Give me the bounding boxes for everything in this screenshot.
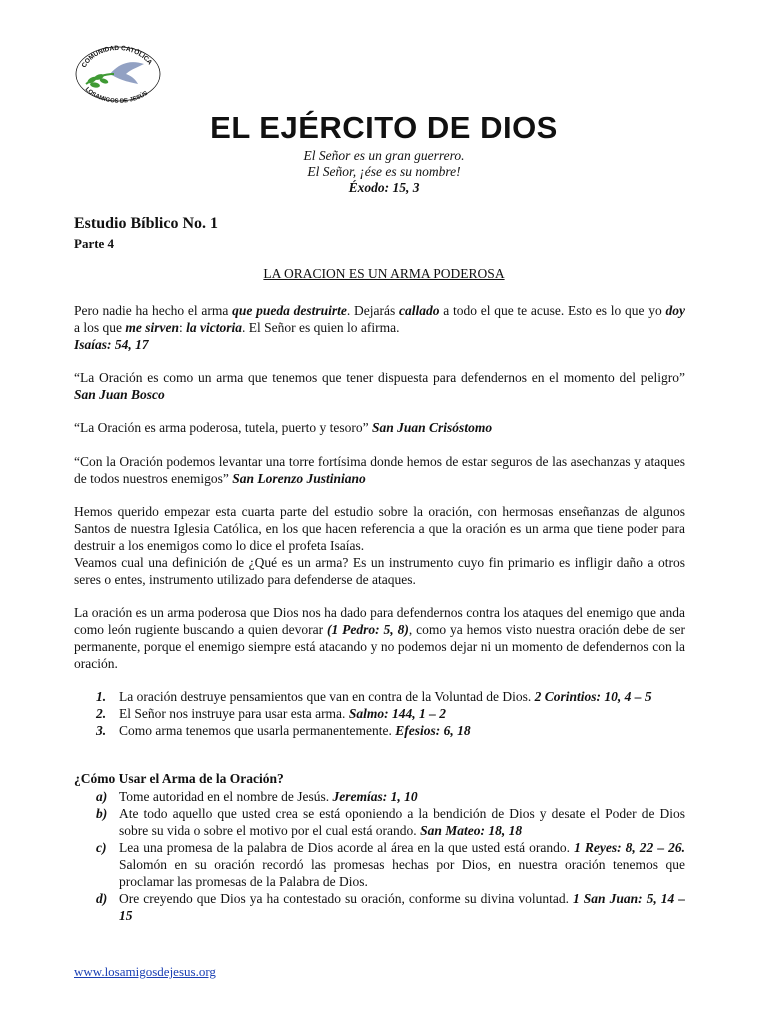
list-text: Salomón en su oración recordó las promesas hechas por Dios, en nuestra oración tenemos que proclamar las promesas de la Palabra de Dios. [119,857,685,889]
logo-bottom-text: LOSAMIGOS DE JESÚS [83,86,150,104]
bible-reference: 2 Corintios: 10, 4 – 5 [534,689,652,704]
bible-reference: 1 Reyes: 8, 22 – 26. [574,840,685,855]
text-span: . Dejarás [346,303,399,318]
list-item [74,705,685,722]
quote-paragraph [74,369,685,403]
text-span: . El Señor es quien lo afirma. [242,320,400,335]
quote-text: “La Oración es como un arma que tenemos que tener dispuesta para defendernos en el momento del peligro” [74,370,685,385]
list-text: El Señor nos instruye para usar esta arma. [119,706,349,721]
community-logo [66,40,170,104]
list-text: Lea una promesa de la palabra de Dios acorde al área en la que usted está orando. [119,840,575,855]
quote-author: San Lorenzo Justiniano [232,471,366,486]
bible-reference: (1 Pedro: 5, 8) [327,622,409,637]
body-paragraph [74,604,685,672]
text-span: a los que [74,320,126,335]
epigraph [0,148,768,196]
list-letter: c) [96,840,107,855]
body-paragraph: Veamos cual una definición de ¿Qué es un arma? Es un instrumento cuyo fin primario es infligir daño a otros seres o entes, instrumento utilizado para defenderse de ataques. [74,555,685,587]
emphasis: callado [398,303,440,318]
page-title: EL EJÉRCITO DE DIOS [210,110,558,145]
text-span: a todo el que te acuse. Esto es lo que yo [439,303,666,318]
list-item [74,890,685,924]
epigraph-line-2: El Señor, ¡ése es su nombre! [307,164,461,179]
lettered-list [74,788,685,924]
quote-text: “La Oración es arma poderosa, tutela, puerto y tesoro” [74,420,373,435]
numbered-list [74,688,685,739]
quote-author: San Juan Crisóstomo [372,420,493,435]
quote-paragraph [74,419,685,436]
list-number: 1. [96,689,107,704]
quote-text: “Con la Oración podemos levantar una torre fortísima donde hemos de estar seguros de las asechanzas y ataques de todos nuestros enemigos” [74,454,685,486]
bible-reference: Isaías: 54, 17 [74,337,149,352]
bible-reference: Efesios: 6, 18 [395,723,471,738]
svg-text:COMUNIDAD CATÓLICA [81,45,154,69]
emphasis: la victoria [186,320,243,335]
bible-reference: 1 San Juan: 5, 14 – 15 [119,891,685,923]
list-item [74,788,685,805]
list-item [74,839,685,890]
emphasis: que pueda destruirte [232,303,347,318]
study-part: Parte 4 [74,236,115,251]
svg-text:LOSAMIGOS DE JESÚS [84,87,150,104]
list-letter: b) [96,806,108,821]
list-letter: a) [96,789,108,804]
study-title: Estudio Bíblico No. 1 [74,215,219,232]
logo-top-text: COMUNIDAD CATÓLICA [80,44,154,70]
list-text: Tome autoridad en el nombre de Jesús. [119,789,333,804]
quote-author: San Juan Bosco [74,387,165,402]
text-span: : [179,320,187,335]
text-span: , como ya hemos visto nuestra oración debe de ser permanente, porque el enemigo siempre está atacando y no podemos dejar ni un momento de defendernos con la oración. [74,622,686,671]
epigraph-line-1: El Señor es un gran guerrero. [303,148,465,163]
emphasis: me sirven [125,320,179,335]
list-text: Como arma tenemos que usarla permanentemente. [119,723,396,738]
bible-reference: Jeremías: 1, 10 [332,789,418,804]
bible-reference: Salmo: 144, 1 – 2 [348,706,446,721]
text-span: La oración es un arma poderosa que Dios nos ha dado para defendernos contra los ataques del enemigo que anda como león rugiente buscando a quien devorar [74,605,685,637]
quote-paragraph [74,453,685,487]
bible-reference: San Mateo: 18, 18 [420,823,523,838]
list-item [74,722,685,739]
section-title: LA ORACION ES UN ARMA PODEROSA [263,266,505,281]
list-number: 3. [96,723,107,738]
intro-paragraph [74,302,685,353]
list-number: 2. [96,706,107,721]
epigraph-reference: Éxodo: 15, 3 [348,180,420,195]
list-item [74,688,685,705]
list-text: La oración destruye pensamientos que van en contra de la Voluntad de Dios. [119,689,535,704]
how-to-heading: ¿Cómo Usar el Arma de la Oración? [74,771,284,786]
body-paragraph: Hemos querido empezar esta cuarta parte del estudio sobre la oración, con hermosas enseñanzas de algunos Santos de nuestra Iglesia Católica, en los que hacen referencia a que la oración es un arma que tiene poder para destruir a los enemigos como lo dice el profeta Isaías. [74,504,685,553]
dove-icon [110,62,144,84]
text-span: Pero nadie ha hecho el arma [74,303,233,318]
emphasis: doy [665,303,685,318]
list-letter: d) [96,891,108,906]
website-link[interactable]: www.losamigosdejesus.org [74,964,216,979]
list-text: Ore creyendo que Dios ya ha contestado su oración, conforme su divina voluntad. [119,891,574,906]
list-item [74,805,685,839]
list-text: Ate todo aquello que usted crea se está oponiendo a la bendición de Dios y desate el Poder de Dios sobre su vida o sobre el motivo por el cual está orando. [119,806,685,838]
